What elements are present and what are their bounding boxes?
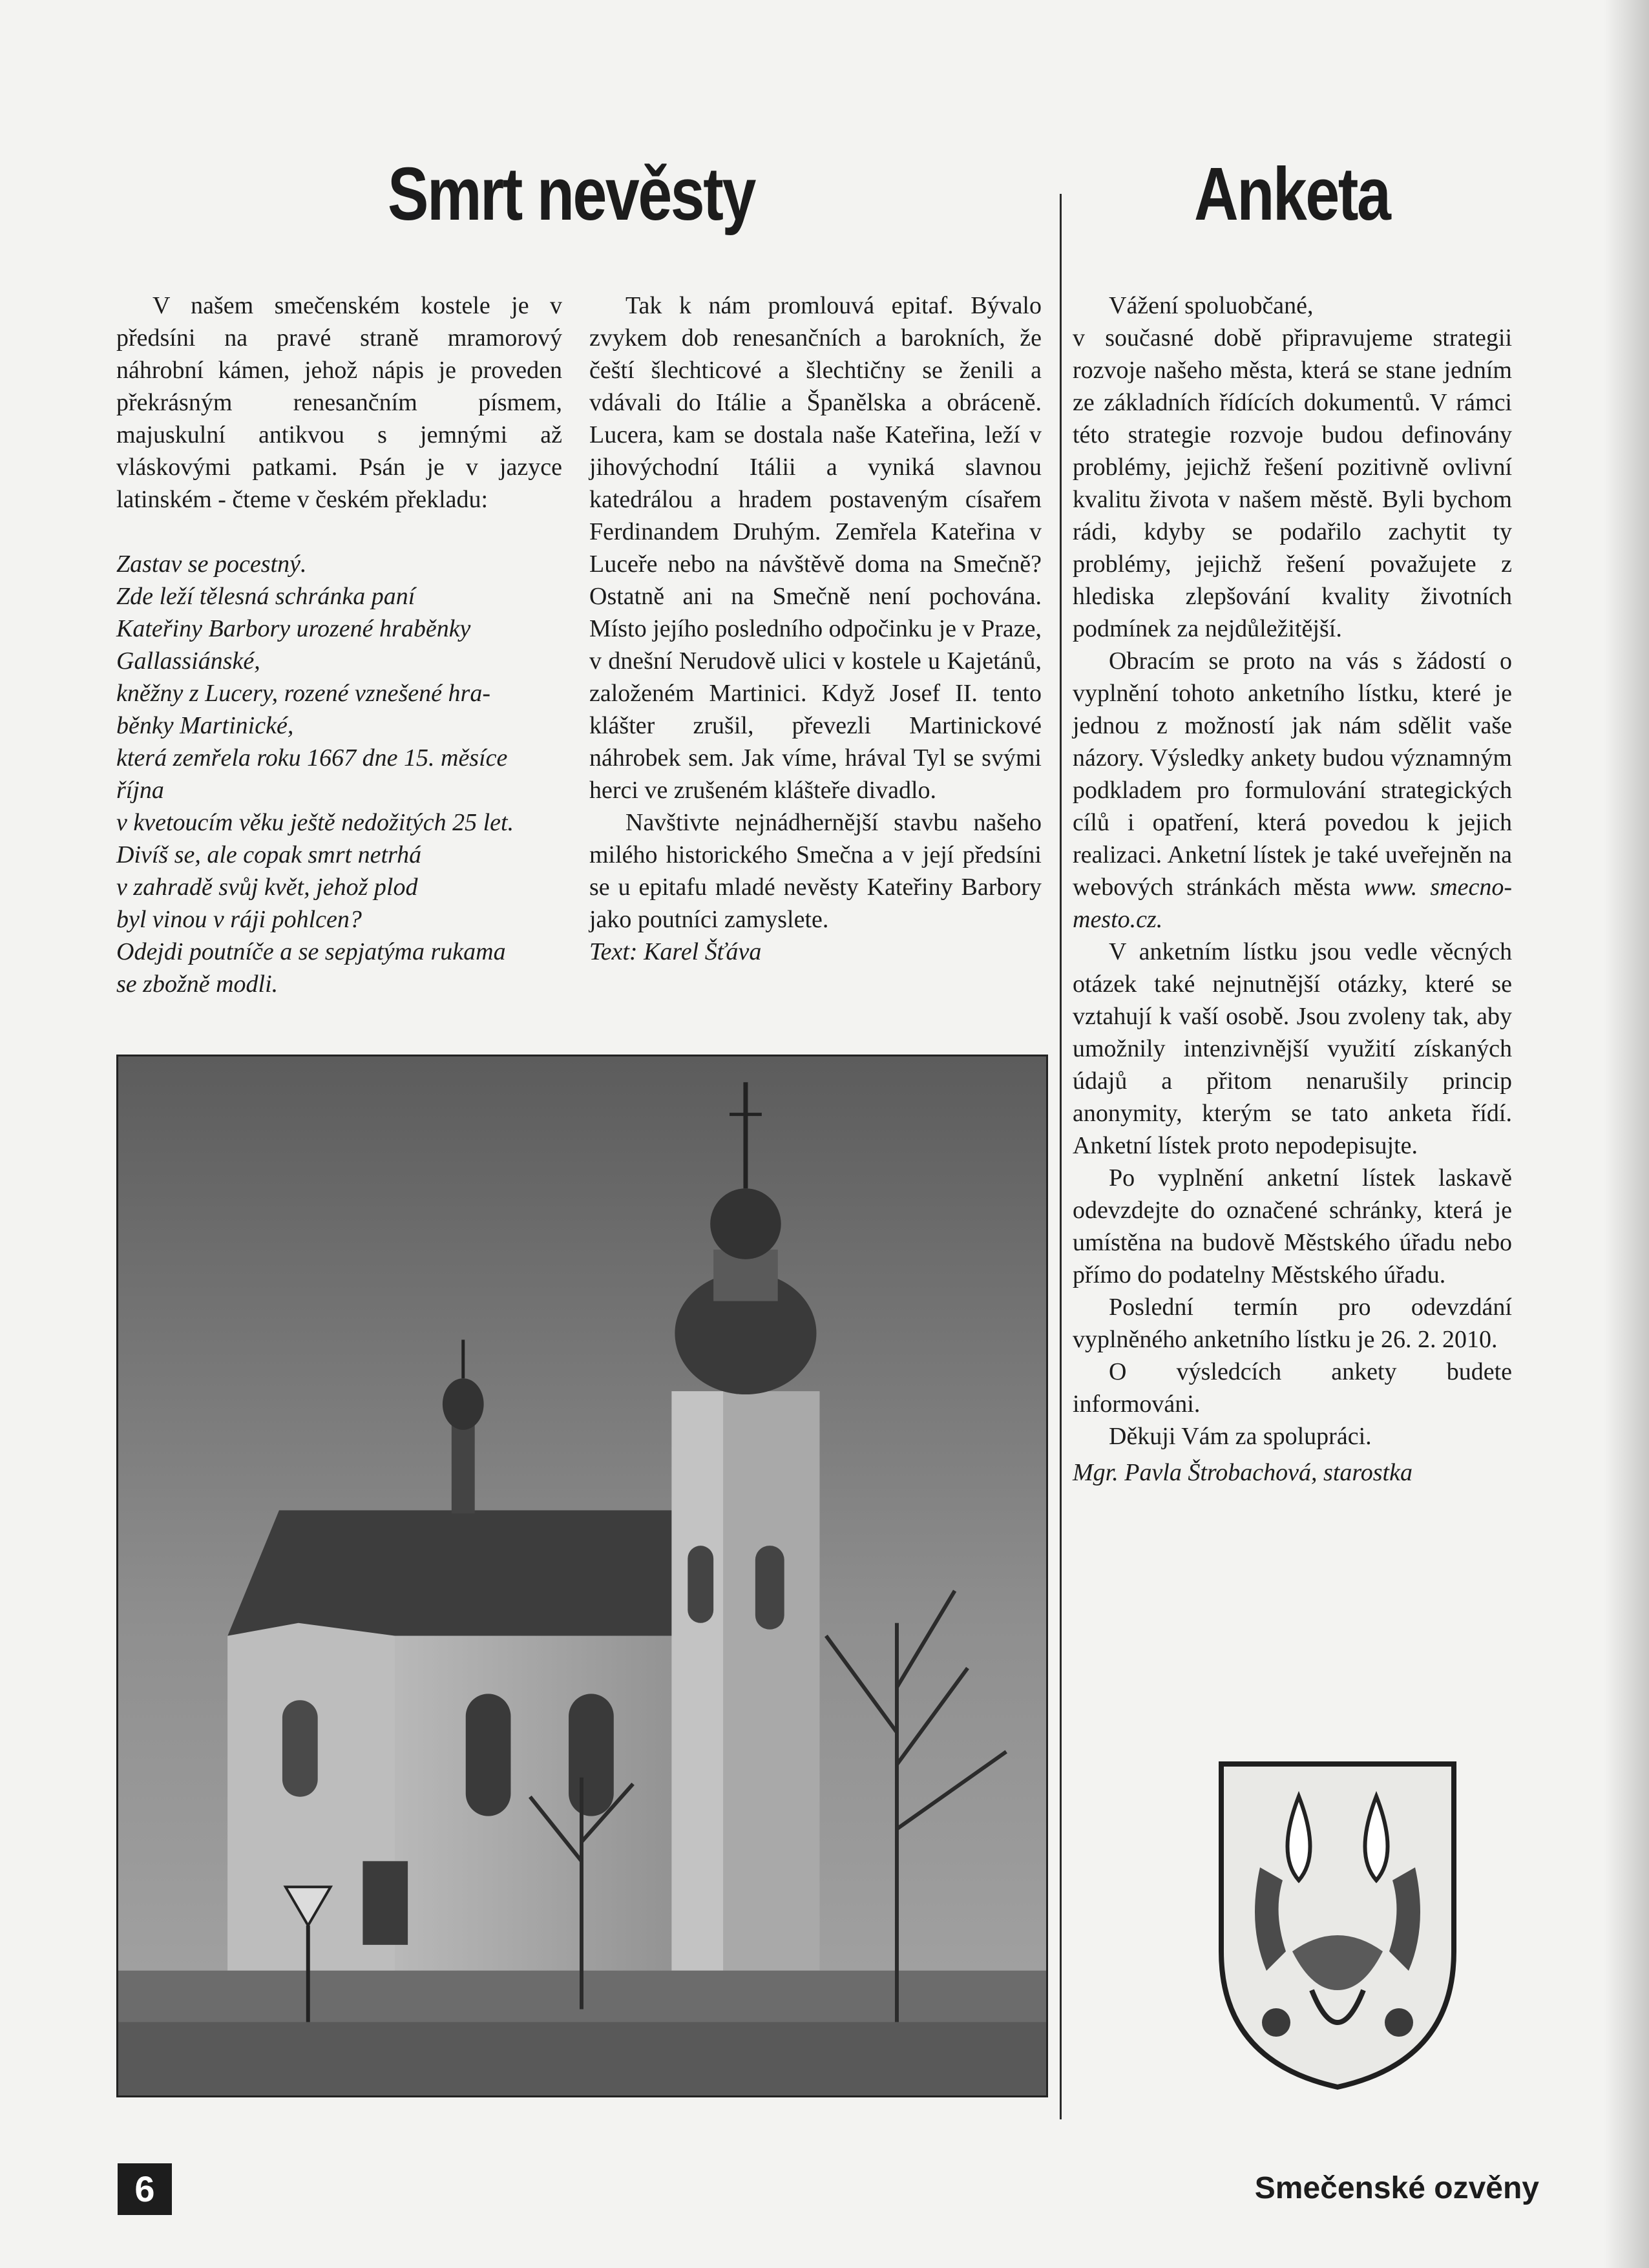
survey-paragraph-text: Obracím se proto na vás s žádostí o vyplnění tohoto anketního lístku, které je jednou z možností jak nám sdělit vaše názory. Výsledky ankety budou významným podkladem pro formulování strategických cílů i opatření, která povedou k jejich realizaci. Anketní lístek je také uveřejněn na webových stránkách města bbox=[1073, 647, 1512, 901]
poem-line: října bbox=[116, 777, 164, 804]
poem-line: v zahradě svůj květ, jehož plod bbox=[116, 874, 418, 901]
poem-line: se zbožně modli. bbox=[116, 971, 278, 998]
article-intro: V našem smečenském kostele je v předsíni na pravé straně mramorový náhrobní kámen, jehož nápis je proveden překrásným renesančním písmem, majuskulní antikvou s jemnými až vláskovými patkami. Psán je v jazyce latinském - čteme v českém překladu: bbox=[116, 292, 562, 513]
survey-paragraph: v současné době připravujeme strategii rozvoje našeho města, která se stane jedním ze základních řídících dokumentů. V rámci této strategie rozvoje budou definovány problémy, jejichž řešení pozitivně ovlivní kvalitu života v našem městě. Byli bychom rádi, kdyby se podařilo zachytit ty problémy, jejichž řešení považujete z hlediska zlepšování kvality životních podmínek za nejdůležitější. bbox=[1073, 324, 1512, 642]
epitaph-poem bbox=[116, 548, 562, 1000]
poem-line: běnky Martinické, bbox=[116, 712, 294, 739]
coat-of-arms-emblem bbox=[1215, 1758, 1460, 2094]
page-number: 6 bbox=[118, 2163, 172, 2215]
poem-line: Divíš se, ale copak smrt netrhá bbox=[116, 841, 422, 868]
article-title-anketa: Anketa bbox=[1194, 152, 1390, 236]
article-author: Text: Karel Šťáva bbox=[589, 938, 762, 965]
poem-line: Gallassiánské, bbox=[116, 647, 260, 675]
poem-line: v kvetoucím věku ještě nedožitých 25 let. bbox=[116, 809, 514, 836]
church-photo bbox=[116, 1055, 1048, 2097]
survey-paragraph: Po vyplnění anketní lístek laskavě odevzdejte do označené schránky, která je umístěna na budově Městského úřadu nebo přímo do podatelny Městského úřadu. bbox=[1073, 1164, 1512, 1288]
poem-line: kněžny z Lucery, rozené vznešené hra- bbox=[116, 680, 490, 707]
scan-edge-shadow bbox=[1604, 0, 1649, 2268]
church-illustration bbox=[118, 1056, 1046, 2095]
survey-paragraph bbox=[1073, 645, 1512, 936]
poem-line: Odejdi poutníče a se sepjatýma rukama bbox=[116, 938, 506, 965]
poem-line: byl vinou v ráji pohlcen? bbox=[116, 906, 362, 933]
survey-paragraph: Děkuji Vám za spolupráci. bbox=[1109, 1423, 1372, 1450]
article-paragraph: Navštivte nejnádhernější stavbu našeho milého historického Smečna a v její předsíni se u epitafu mladé nevěsty Kateřiny Barbory jako poutníci zamyslete. bbox=[589, 809, 1042, 933]
right-column bbox=[1073, 289, 1512, 1489]
survey-paragraph: Poslední termín pro odevzdání vyplněného anketního lístku je 26. 2. 2010. bbox=[1073, 1294, 1512, 1353]
poem-line: která zemřela roku 1667 dne 15. měsíce bbox=[116, 744, 508, 772]
poem-line: Kateřiny Barbory urozené hraběnky bbox=[116, 615, 471, 642]
article-title-smrt-nevesty: Smrt nevěsty bbox=[388, 152, 755, 236]
middle-column bbox=[589, 289, 1042, 968]
column-divider bbox=[1060, 194, 1062, 2119]
poem-line: Zde leží tělesná schránka paní bbox=[116, 583, 415, 610]
poem-line: Zastav se pocestný. bbox=[116, 551, 307, 578]
survey-paragraph: O výsledcích ankety budete informováni. bbox=[1073, 1358, 1512, 1418]
publication-title: Smečenské ozvěny bbox=[1254, 2171, 1539, 2205]
website-link[interactable]: www. smecno-mesto.cz. bbox=[1073, 874, 1512, 933]
article-paragraph: Tak k nám promlouvá epitaf. Bývalo zvykem dob renesančních a barokních, že čeští šlechticové a šlechtičny se ženili a vdávali do Itálie a Španělska a obráceně. Lucera, kam se dostala naše Kateřina, leží v jihovýchodní Itálii a vyniká slavnou katedrálou a hradem postaveným císařem Ferdinandem Druhým. Zemřela Kateřina v Luceře nebo na návštěvě doma na Smečně? Ostatně ani na Smečně není pochována. Místo jejího posledního odpočinku je v Praze, v dnešní Nerudově ulici v kostele u Kajetánů, založeném Martinici. Když Josef II. tento klášter zrušil, převezli Martinickové náhrobek sem. Jak víme, hrával Tyl se svými herci ve zrušeném klášteře divadlo. bbox=[589, 292, 1042, 804]
survey-paragraph: V anketním lístku jsou vedle věcných otázek také nejnutnější otázky, které se vztahují k vaší osobě. Jsou zvoleny tak, aby umožnily intenzivnější využití získaných údajů a přitom nenarušily princip anonymity, kterým se tato anketa řídí. Anketní lístek proto nepodepisujte. bbox=[1073, 938, 1512, 1159]
salutation: Vážení spoluobčané, bbox=[1109, 292, 1314, 319]
mayor-signature: Mgr. Pavla Štrobachová, starostka bbox=[1073, 1459, 1413, 1486]
left-column bbox=[116, 289, 562, 1000]
